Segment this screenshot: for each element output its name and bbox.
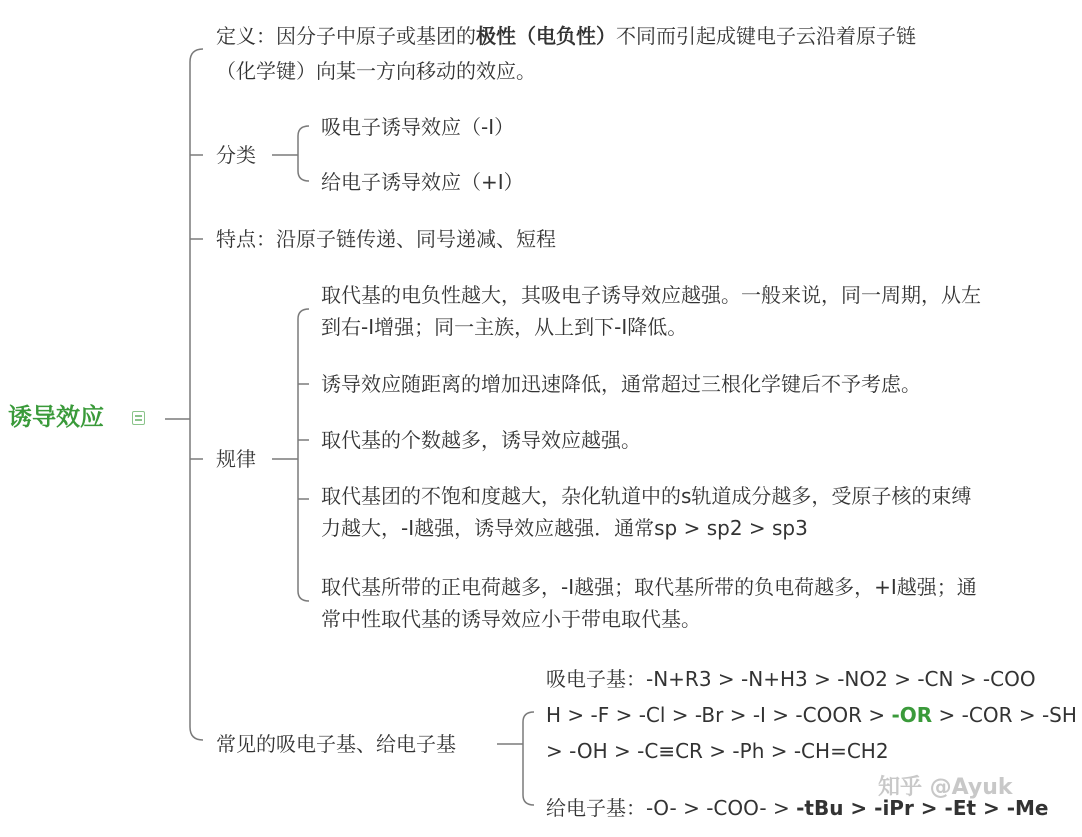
rule-item[interactable]: 取代基团的不饱和度越大，杂化轨道中的s轨道成分越多，受原子核的束缚力越大，-I越强，诱导效应越强．通常sp > sp2 > sp3 xyxy=(321,484,972,540)
donating-pre: 给电子基：-O- > -COO- > xyxy=(546,796,797,820)
withdrawing-line-2-post: > -COR > -SH xyxy=(932,703,1077,727)
note-icon[interactable] xyxy=(132,411,145,425)
withdrawing-line-2 xyxy=(546,703,1077,727)
withdrawing-line-3: > -OH > -C≡CR > -Ph > -CH=CH2 xyxy=(546,739,889,763)
classification-label[interactable]: 分类 xyxy=(216,143,256,167)
definition-prefix: 定义：因分子中原子或基团的 xyxy=(216,24,476,48)
withdrawing-line-2-pre: H > -F > -Cl > -Br > -I > -COOR > xyxy=(546,703,892,727)
watermark: 知乎 @Ayuk xyxy=(878,775,1013,800)
highlight-or: -OR xyxy=(891,703,933,727)
rule-item[interactable]: 诱导效应随距离的增加迅速降低，通常超过三根化学键后不予考虑。 xyxy=(321,372,921,396)
groups-label[interactable]: 常见的吸电子基、给电子基 xyxy=(216,732,456,756)
rule-item[interactable]: 取代基的个数越多，诱导效应越强。 xyxy=(321,428,641,452)
definition-suffix: 不同而引起成键电子云沿着原子链 xyxy=(616,24,916,48)
rule-item[interactable]: 取代基的电负性越大，其吸电子诱导效应越强。一般来说，同一周期，从左到右-I增强；同一主族，从上到下-I降低。 xyxy=(321,283,981,339)
rule-item[interactable]: 取代基所带的正电荷越多，-I越强；取代基所带的负电荷越多，+I越强；通常中性取代基的诱导效应小于带电取代基。 xyxy=(321,575,977,631)
donating-bold: -tBu > -iPr > -Et > -Me xyxy=(796,796,1049,820)
classification-item[interactable]: 吸电子诱导效应（-I） xyxy=(321,115,515,139)
rules-label[interactable]: 规律 xyxy=(216,447,256,471)
classification-item[interactable]: 给电子诱导效应（+I） xyxy=(321,170,524,194)
withdrawing-line-1: 吸电子基：-N+R3 > -N+H3 > -NO2 > -CN > -COO xyxy=(546,667,1036,691)
definition-bold: 极性（电负性） xyxy=(476,24,616,48)
root-topic[interactable]: 诱导效应 xyxy=(8,403,104,431)
definition-line-2: （化学键）向某一方向移动的效应。 xyxy=(216,59,536,83)
features-label[interactable]: 特点：沿原子链传递、同号递减、短程 xyxy=(216,227,556,251)
definition-line-1 xyxy=(216,24,916,48)
